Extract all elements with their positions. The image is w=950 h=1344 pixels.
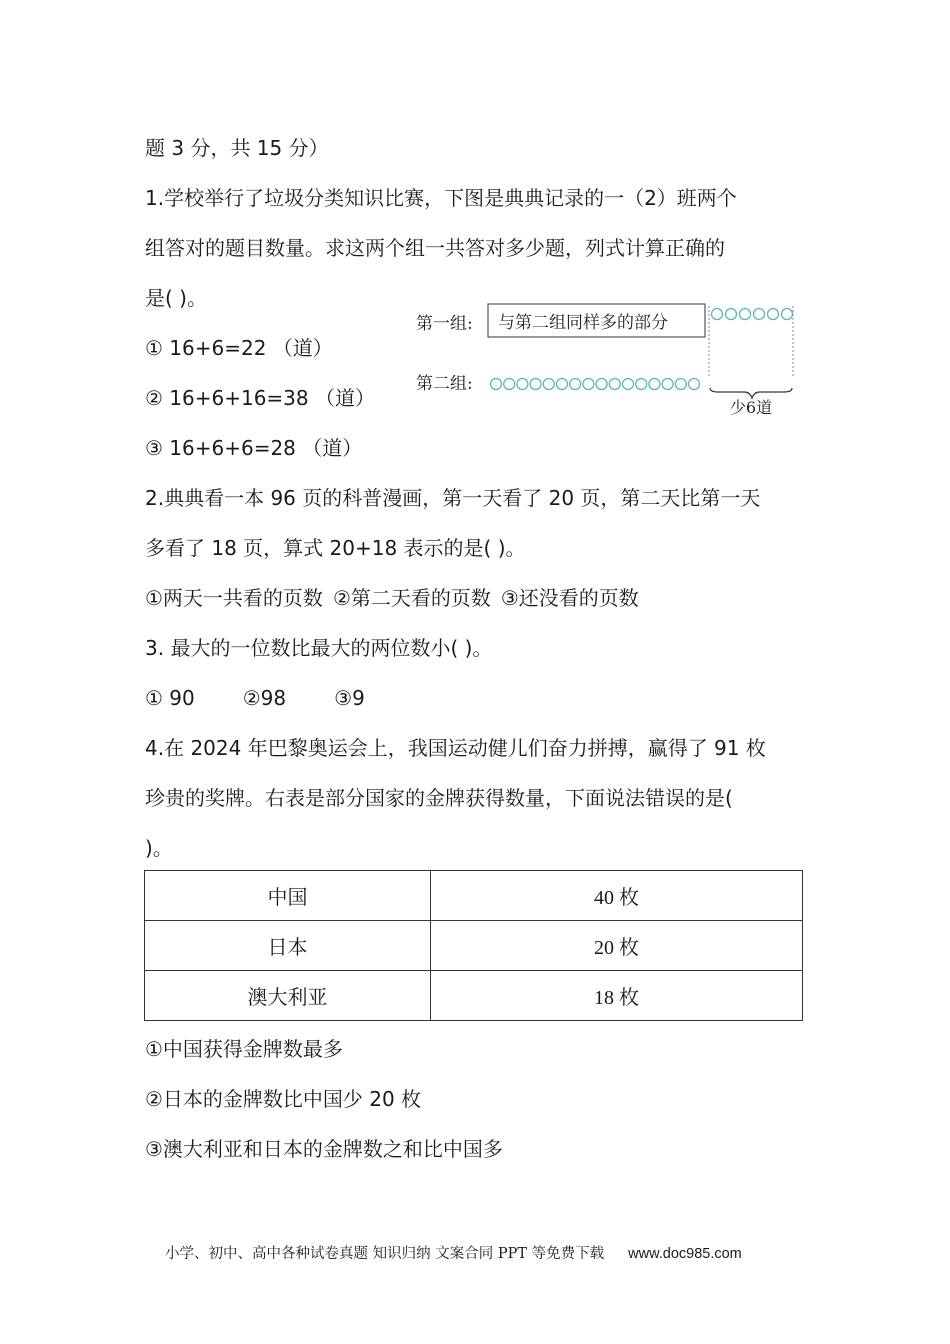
tally-circle [649, 379, 660, 390]
q4-option-3: ③澳大利亚和日本的金牌数之和比中国多 [145, 1137, 503, 1161]
tally-circle [530, 379, 541, 390]
q3-option-3: ③9 [334, 686, 365, 710]
tally-circle [636, 379, 647, 390]
q1-bar-diagram [412, 300, 812, 420]
tally-circle [583, 379, 594, 390]
q4-stem-line3: )。 [145, 836, 173, 860]
table-row [145, 921, 803, 971]
q3-stem: 3. 最大的一位数比最大的两位数小( )。 [145, 636, 493, 660]
q1-option-3: ③ 16+6+6=28 （道） [145, 436, 363, 460]
q2-options [145, 586, 639, 610]
tally-circle [768, 309, 779, 320]
count-cell: 20 枚 [431, 921, 803, 971]
q4-stem-line1: 4.在 2024 年巴黎奥运会上，我国运动健儿们奋力拼搏，赢得了 91 枚 [145, 736, 766, 760]
q2-option-2: ②第二天看的页数 [332, 586, 491, 610]
tally-circle [754, 309, 765, 320]
country-cell: 中国 [145, 871, 431, 921]
footer-text: 小学、初中、高中各种试卷真题 知识归纳 文案合同 PPT 等免费下载 [165, 1246, 605, 1262]
table-row [145, 971, 803, 1021]
country-cell: 日本 [145, 921, 431, 971]
medal-table [144, 870, 803, 1021]
tally-circle [689, 379, 700, 390]
q3-options [145, 686, 365, 710]
tally-circle [596, 379, 607, 390]
tally-circle [623, 379, 634, 390]
tally-circle [517, 379, 528, 390]
q3-option-2: ②98 [242, 686, 287, 710]
score-header: 题 3 分，共 15 分） [145, 136, 329, 160]
group2-circles [491, 379, 700, 390]
tally-circle [609, 379, 620, 390]
q4-option-1: ①中国获得金牌数最多 [145, 1037, 343, 1061]
table-row [145, 871, 803, 921]
tally-circle [557, 379, 568, 390]
brace [710, 388, 792, 398]
q3-option-1: ① 90 [145, 686, 195, 710]
q1-option-1: ① 16+6=22 （道） [145, 336, 333, 360]
q1-stem-line3: 是( )。 [145, 286, 207, 310]
group1-extra-circles [712, 309, 793, 320]
tally-circle [675, 379, 686, 390]
group1-box-text: 与第二组同样多的部分 [498, 313, 668, 333]
brace-label: 少6道 [729, 398, 773, 417]
q1-stem-line1: 1.学校举行了垃圾分类知识比赛，下图是典典记录的一（2）班两个 [145, 186, 737, 210]
q2-stem-line2: 多看了 18 页，算式 20+18 表示的是( )。 [145, 536, 526, 560]
tally-circle [504, 379, 515, 390]
q4-option-2: ②日本的金牌数比中国少 20 枚 [145, 1087, 422, 1111]
q2-stem-line1: 2.典典看一本 96 页的科普漫画，第一天看了 20 页，第二天比第一天 [145, 486, 761, 510]
footer-url[interactable]: www.doc985.com [628, 1246, 742, 1262]
tally-circle [543, 379, 554, 390]
footer [165, 1244, 742, 1264]
group2-label: 第二组: [416, 374, 473, 394]
tally-circle [726, 309, 737, 320]
tally-circle [740, 309, 751, 320]
q2-option-1: ①两天一共看的页数 [145, 586, 323, 610]
country-cell: 澳大利亚 [145, 971, 431, 1021]
tally-circle [491, 379, 502, 390]
q1-stem-line2: 组答对的题目数量。求这两个组一共答对多少题，列式计算正确的 [145, 236, 725, 260]
q2-option-3: ③还没看的页数 [500, 586, 639, 610]
count-cell: 40 枚 [431, 871, 803, 921]
tally-circle [570, 379, 581, 390]
tally-circle [712, 309, 723, 320]
q4-stem-line2: 珍贵的奖牌。右表是部分国家的金牌获得数量，下面说法错误的是( [145, 786, 733, 810]
tally-circle [782, 309, 793, 320]
group1-label: 第一组: [416, 314, 473, 334]
q1-option-2: ② 16+6+16=38 （道） [145, 386, 375, 410]
tally-circle [662, 379, 673, 390]
count-cell: 18 枚 [431, 971, 803, 1021]
